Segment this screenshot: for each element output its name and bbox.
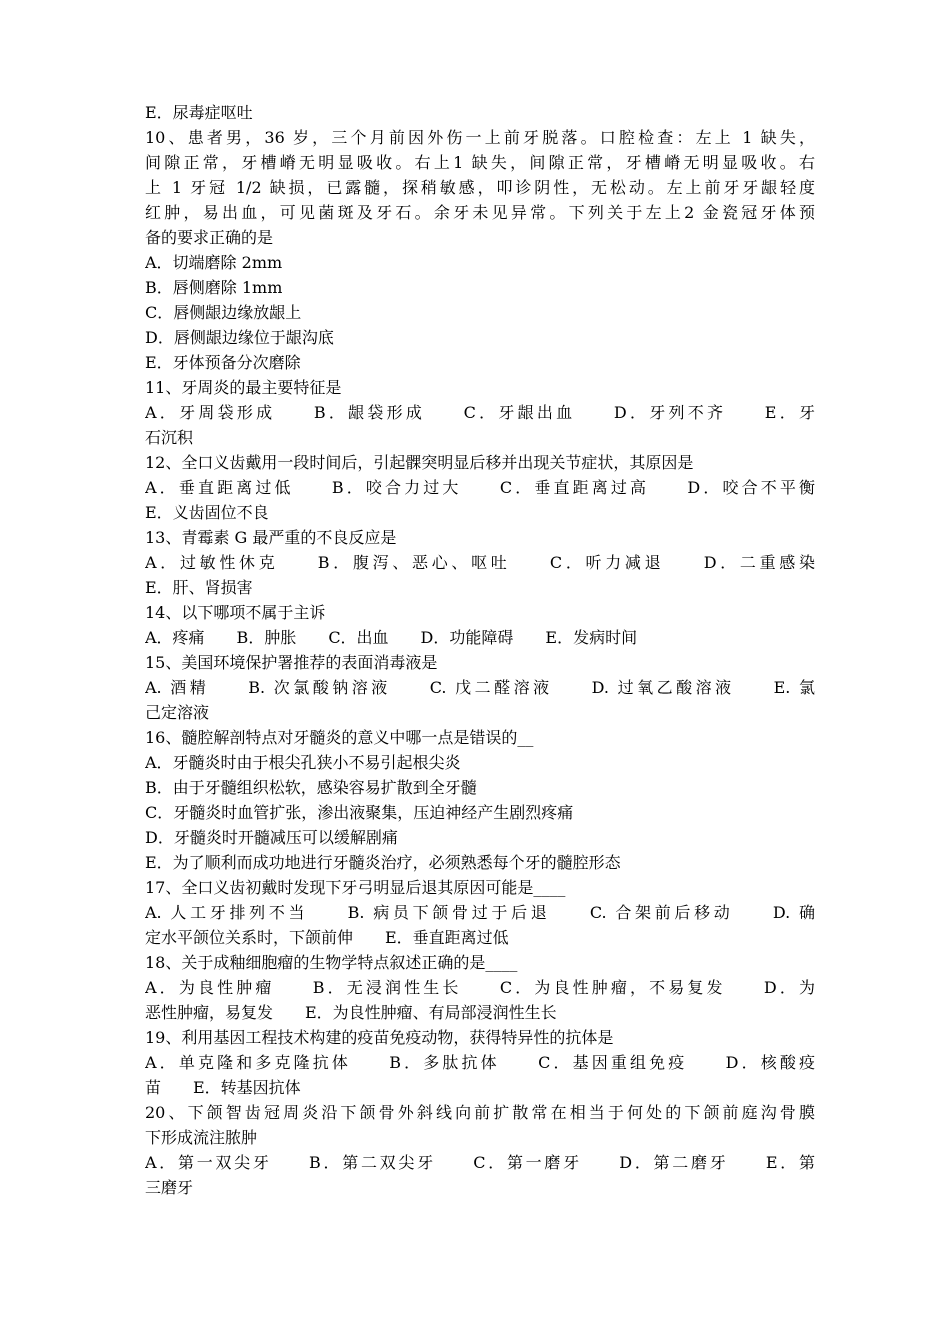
text-line: E．肝、肾损害 xyxy=(145,578,253,597)
text-line: 11、牙周炎的最主要特征是 xyxy=(145,378,342,397)
text-line: E．尿毒症呕吐 xyxy=(145,103,253,122)
text-line: 12、全口义齿戴用一段时间后，引起髁突明显后移并出现关节症状，其原因是 xyxy=(145,453,694,472)
text-line: 20、下颌智齿冠周炎沿下颌骨外斜线向前扩散常在相当于何处的下颌前庭沟骨膜 xyxy=(145,1103,815,1122)
text-line: 15、美国环境保护署推荐的表面消毒液是 xyxy=(145,653,438,672)
text-line: D．牙髓炎时开髓减压可以缓解剧痛 xyxy=(145,828,398,847)
document-body xyxy=(145,100,815,1200)
text-line: 间隙正常，牙槽嵴无明显吸收。右上1 缺失，间隙正常，牙槽嵴无明显吸收。右 xyxy=(145,153,815,172)
text-line: 16、髓腔解剖特点对牙髓炎的意义中哪一点是错误的__ xyxy=(145,728,534,747)
text-line: 10、患者男，36 岁，三个月前因外伤一上前牙脱落。口腔检查：左上 1 缺失， xyxy=(145,128,815,147)
text-line: C．牙髓炎时血管扩张，渗出液聚集，压迫神经产生剧烈疼痛 xyxy=(145,803,574,822)
text-line: E．义齿固位不良 xyxy=(145,503,269,522)
text-line: A．疼痛 B．肿胀 C．出血 D．功能障碍 E．发病时间 xyxy=(145,628,638,647)
text-line: 红肿，易出血，可见菌斑及牙石。余牙未见异常。下列关于左上2 金瓷冠牙体预 xyxy=(145,203,815,222)
text-line: A．牙髓炎时由于根尖孔狭小不易引起根尖炎 xyxy=(145,753,461,772)
text-line: 19、利用基因工程技术构建的疫苗免疫动物，获得特异性的抗体是 xyxy=(145,1028,614,1047)
text-line: B．唇侧磨除 1mm xyxy=(145,278,283,297)
text-line: A．垂直距离过低 B．咬合力过大 C．垂直距离过高 D．咬合不平衡 xyxy=(145,478,815,497)
text-line: A．牙周袋形成 B．龈袋形成 C．牙龈出血 D．牙列不齐 E．牙 xyxy=(145,403,815,422)
text-line: 苗 E．转基因抗体 xyxy=(145,1078,301,1097)
text-line: 14、以下哪项不属于主诉 xyxy=(145,603,326,622)
text-line: B．由于牙髓组织松软，感染容易扩散到全牙髓 xyxy=(145,778,477,797)
text-line: A. 人工牙排列不当 B. 病员下颌骨过于后退 C. 合架前后移动 D. 确 xyxy=(145,903,815,922)
text-line: D．唇侧龈边缘位于龈沟底 xyxy=(145,328,334,347)
text-line: 石沉积 xyxy=(145,428,194,447)
text-line: E．牙体预备分次磨除 xyxy=(145,353,301,372)
text-line: A．第一双尖牙 B．第二双尖牙 C．第一磨牙 D．第二磨牙 E．第 xyxy=(145,1153,815,1172)
text-line: 13、青霉素 G 最严重的不良反应是 xyxy=(145,528,397,547)
text-line: A. 酒精 B. 次氯酸钠溶液 C. 戊二醛溶液 D. 过氧乙酸溶液 E. 氯 xyxy=(145,678,815,697)
text-line: 18、关于成釉细胞瘤的生物学特点叙述正确的是____ xyxy=(145,953,518,972)
text-line: 恶性肿瘤，易复发 E．为良性肿瘤、有局部浸润性生长 xyxy=(145,1003,557,1022)
text-line: C．唇侧龈边缘放龈上 xyxy=(145,303,302,322)
text-line: E．为了顺利而成功地进行牙髓炎治疗，必须熟悉每个牙的髓腔形态 xyxy=(145,853,621,872)
text-line: 17、全口义齿初戴时发现下牙弓明显后退其原因可能是____ xyxy=(145,878,566,897)
text-line: 备的要求正确的是 xyxy=(145,228,274,247)
text-line: 定水平颌位关系时，下颌前伸 E．垂直距离过低 xyxy=(145,928,509,947)
text-line: 己定溶液 xyxy=(145,703,210,722)
text-line: A．单克隆和多克隆抗体 B．多肽抗体 C．基因重组免疫 D．核酸疫 xyxy=(145,1053,815,1072)
text-line: 三磨牙 xyxy=(145,1178,194,1197)
text-line: 上 1 牙冠 1/2 缺损，已露髓，探稍敏感，叩诊阴性，无松动。左上前牙牙龈轻度 xyxy=(145,178,815,197)
text-line: A．为良性肿瘤 B．无浸润性生长 C．为良性肿瘤，不易复发 D．为 xyxy=(145,978,815,997)
text-line: 下形成流注脓肿 xyxy=(145,1128,258,1147)
text-line: A．切端磨除 2mm xyxy=(145,253,283,272)
text-line: A．过敏性休克 B．腹泻、恶心、呕吐 C．听力减退 D．二重感染 xyxy=(145,553,815,572)
